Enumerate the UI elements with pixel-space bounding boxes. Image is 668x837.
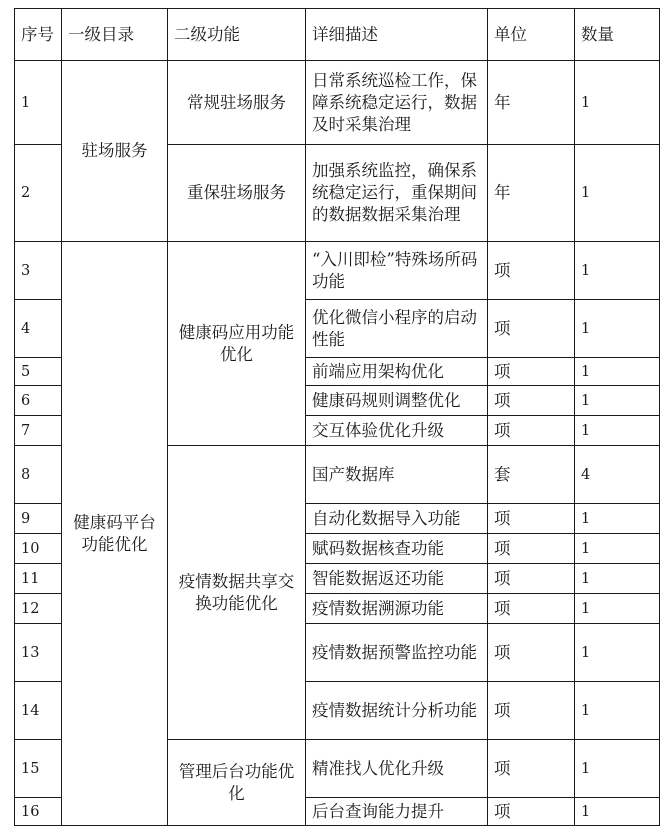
header-level1: 一级目录 bbox=[62, 9, 168, 61]
row-unit: 项 bbox=[488, 386, 575, 416]
row-seq: 15 bbox=[15, 740, 62, 798]
row-desc: 后台查询能力提升 bbox=[306, 798, 488, 826]
row-qty: 1 bbox=[575, 300, 660, 358]
subgroup-cell: 疫情数据共享交换功能优化 bbox=[168, 446, 306, 740]
row-unit: 项 bbox=[488, 682, 575, 740]
row-seq: 1 bbox=[15, 61, 62, 145]
row-seq: 2 bbox=[15, 145, 62, 242]
row-desc: 优化微信小程序的启动性能 bbox=[306, 300, 488, 358]
subgroup-cell: 重保驻场服务 bbox=[168, 145, 306, 242]
header-qty: 数量 bbox=[575, 9, 660, 61]
row-unit: 项 bbox=[488, 416, 575, 446]
row-unit: 年 bbox=[488, 145, 575, 242]
header-seq: 序号 bbox=[15, 9, 62, 61]
row-unit: 项 bbox=[488, 594, 575, 624]
header-unit: 单位 bbox=[488, 9, 575, 61]
row-unit: 项 bbox=[488, 534, 575, 564]
row-qty: 1 bbox=[575, 358, 660, 386]
row-desc: 精准找人优化升级 bbox=[306, 740, 488, 798]
row-desc: 前端应用架构优化 bbox=[306, 358, 488, 386]
row-seq: 3 bbox=[15, 242, 62, 300]
row-desc: 疫情数据溯源功能 bbox=[306, 594, 488, 624]
row-desc: 疫情数据预警监控功能 bbox=[306, 624, 488, 682]
header-desc: 详细描述 bbox=[306, 9, 488, 61]
spec-table bbox=[14, 8, 660, 826]
row-seq: 10 bbox=[15, 534, 62, 564]
row-unit: 年 bbox=[488, 61, 575, 145]
header-level2: 二级功能 bbox=[168, 9, 306, 61]
row-seq: 13 bbox=[15, 624, 62, 682]
row-unit: 项 bbox=[488, 624, 575, 682]
row-desc: 自动化数据导入功能 bbox=[306, 504, 488, 534]
subgroup-cell: 健康码应用功能优化 bbox=[168, 242, 306, 446]
row-unit: 项 bbox=[488, 504, 575, 534]
row-qty: 1 bbox=[575, 61, 660, 145]
subgroup-cell: 常规驻场服务 bbox=[168, 61, 306, 145]
row-qty: 1 bbox=[575, 798, 660, 826]
row-unit: 项 bbox=[488, 358, 575, 386]
row-seq: 9 bbox=[15, 504, 62, 534]
row-unit: 项 bbox=[488, 564, 575, 594]
row-desc: “入川即检”特殊场所码功能 bbox=[306, 242, 488, 300]
row-desc: 赋码数据核查功能 bbox=[306, 534, 488, 564]
row-seq: 5 bbox=[15, 358, 62, 386]
row-qty: 1 bbox=[575, 416, 660, 446]
row-desc: 加强系统监控，确保系统稳定运行，重保期间的数据数据采集治理 bbox=[306, 145, 488, 242]
row-desc: 日常系统巡检工作，保障系统稳定运行，数据及时采集治理 bbox=[306, 61, 488, 145]
header-row bbox=[15, 9, 660, 61]
row-seq: 12 bbox=[15, 594, 62, 624]
row-unit: 项 bbox=[488, 300, 575, 358]
row-qty: 1 bbox=[575, 740, 660, 798]
row-unit: 项 bbox=[488, 798, 575, 826]
row-seq: 11 bbox=[15, 564, 62, 594]
row-desc: 国产数据库 bbox=[306, 446, 488, 504]
row-seq: 14 bbox=[15, 682, 62, 740]
row-qty: 1 bbox=[575, 145, 660, 242]
row-qty: 1 bbox=[575, 504, 660, 534]
row-qty: 1 bbox=[575, 386, 660, 416]
row-unit: 套 bbox=[488, 446, 575, 504]
row-qty: 1 bbox=[575, 534, 660, 564]
row-seq: 7 bbox=[15, 416, 62, 446]
row-qty: 1 bbox=[575, 564, 660, 594]
row-seq: 8 bbox=[15, 446, 62, 504]
row-qty: 4 bbox=[575, 446, 660, 504]
table-row bbox=[15, 61, 660, 145]
row-desc: 智能数据返还功能 bbox=[306, 564, 488, 594]
group-cell: 驻场服务 bbox=[62, 61, 168, 242]
row-unit: 项 bbox=[488, 740, 575, 798]
row-desc: 疫情数据统计分析功能 bbox=[306, 682, 488, 740]
group-cell: 健康码平台功能优化 bbox=[62, 242, 168, 826]
row-qty: 1 bbox=[575, 242, 660, 300]
row-desc: 交互体验优化升级 bbox=[306, 416, 488, 446]
row-qty: 1 bbox=[575, 682, 660, 740]
row-qty: 1 bbox=[575, 624, 660, 682]
row-qty: 1 bbox=[575, 594, 660, 624]
row-seq: 6 bbox=[15, 386, 62, 416]
row-seq: 4 bbox=[15, 300, 62, 358]
row-unit: 项 bbox=[488, 242, 575, 300]
subgroup-cell: 管理后台功能优化 bbox=[168, 740, 306, 826]
row-seq: 16 bbox=[15, 798, 62, 826]
row-desc: 健康码规则调整优化 bbox=[306, 386, 488, 416]
table-row bbox=[15, 242, 660, 300]
